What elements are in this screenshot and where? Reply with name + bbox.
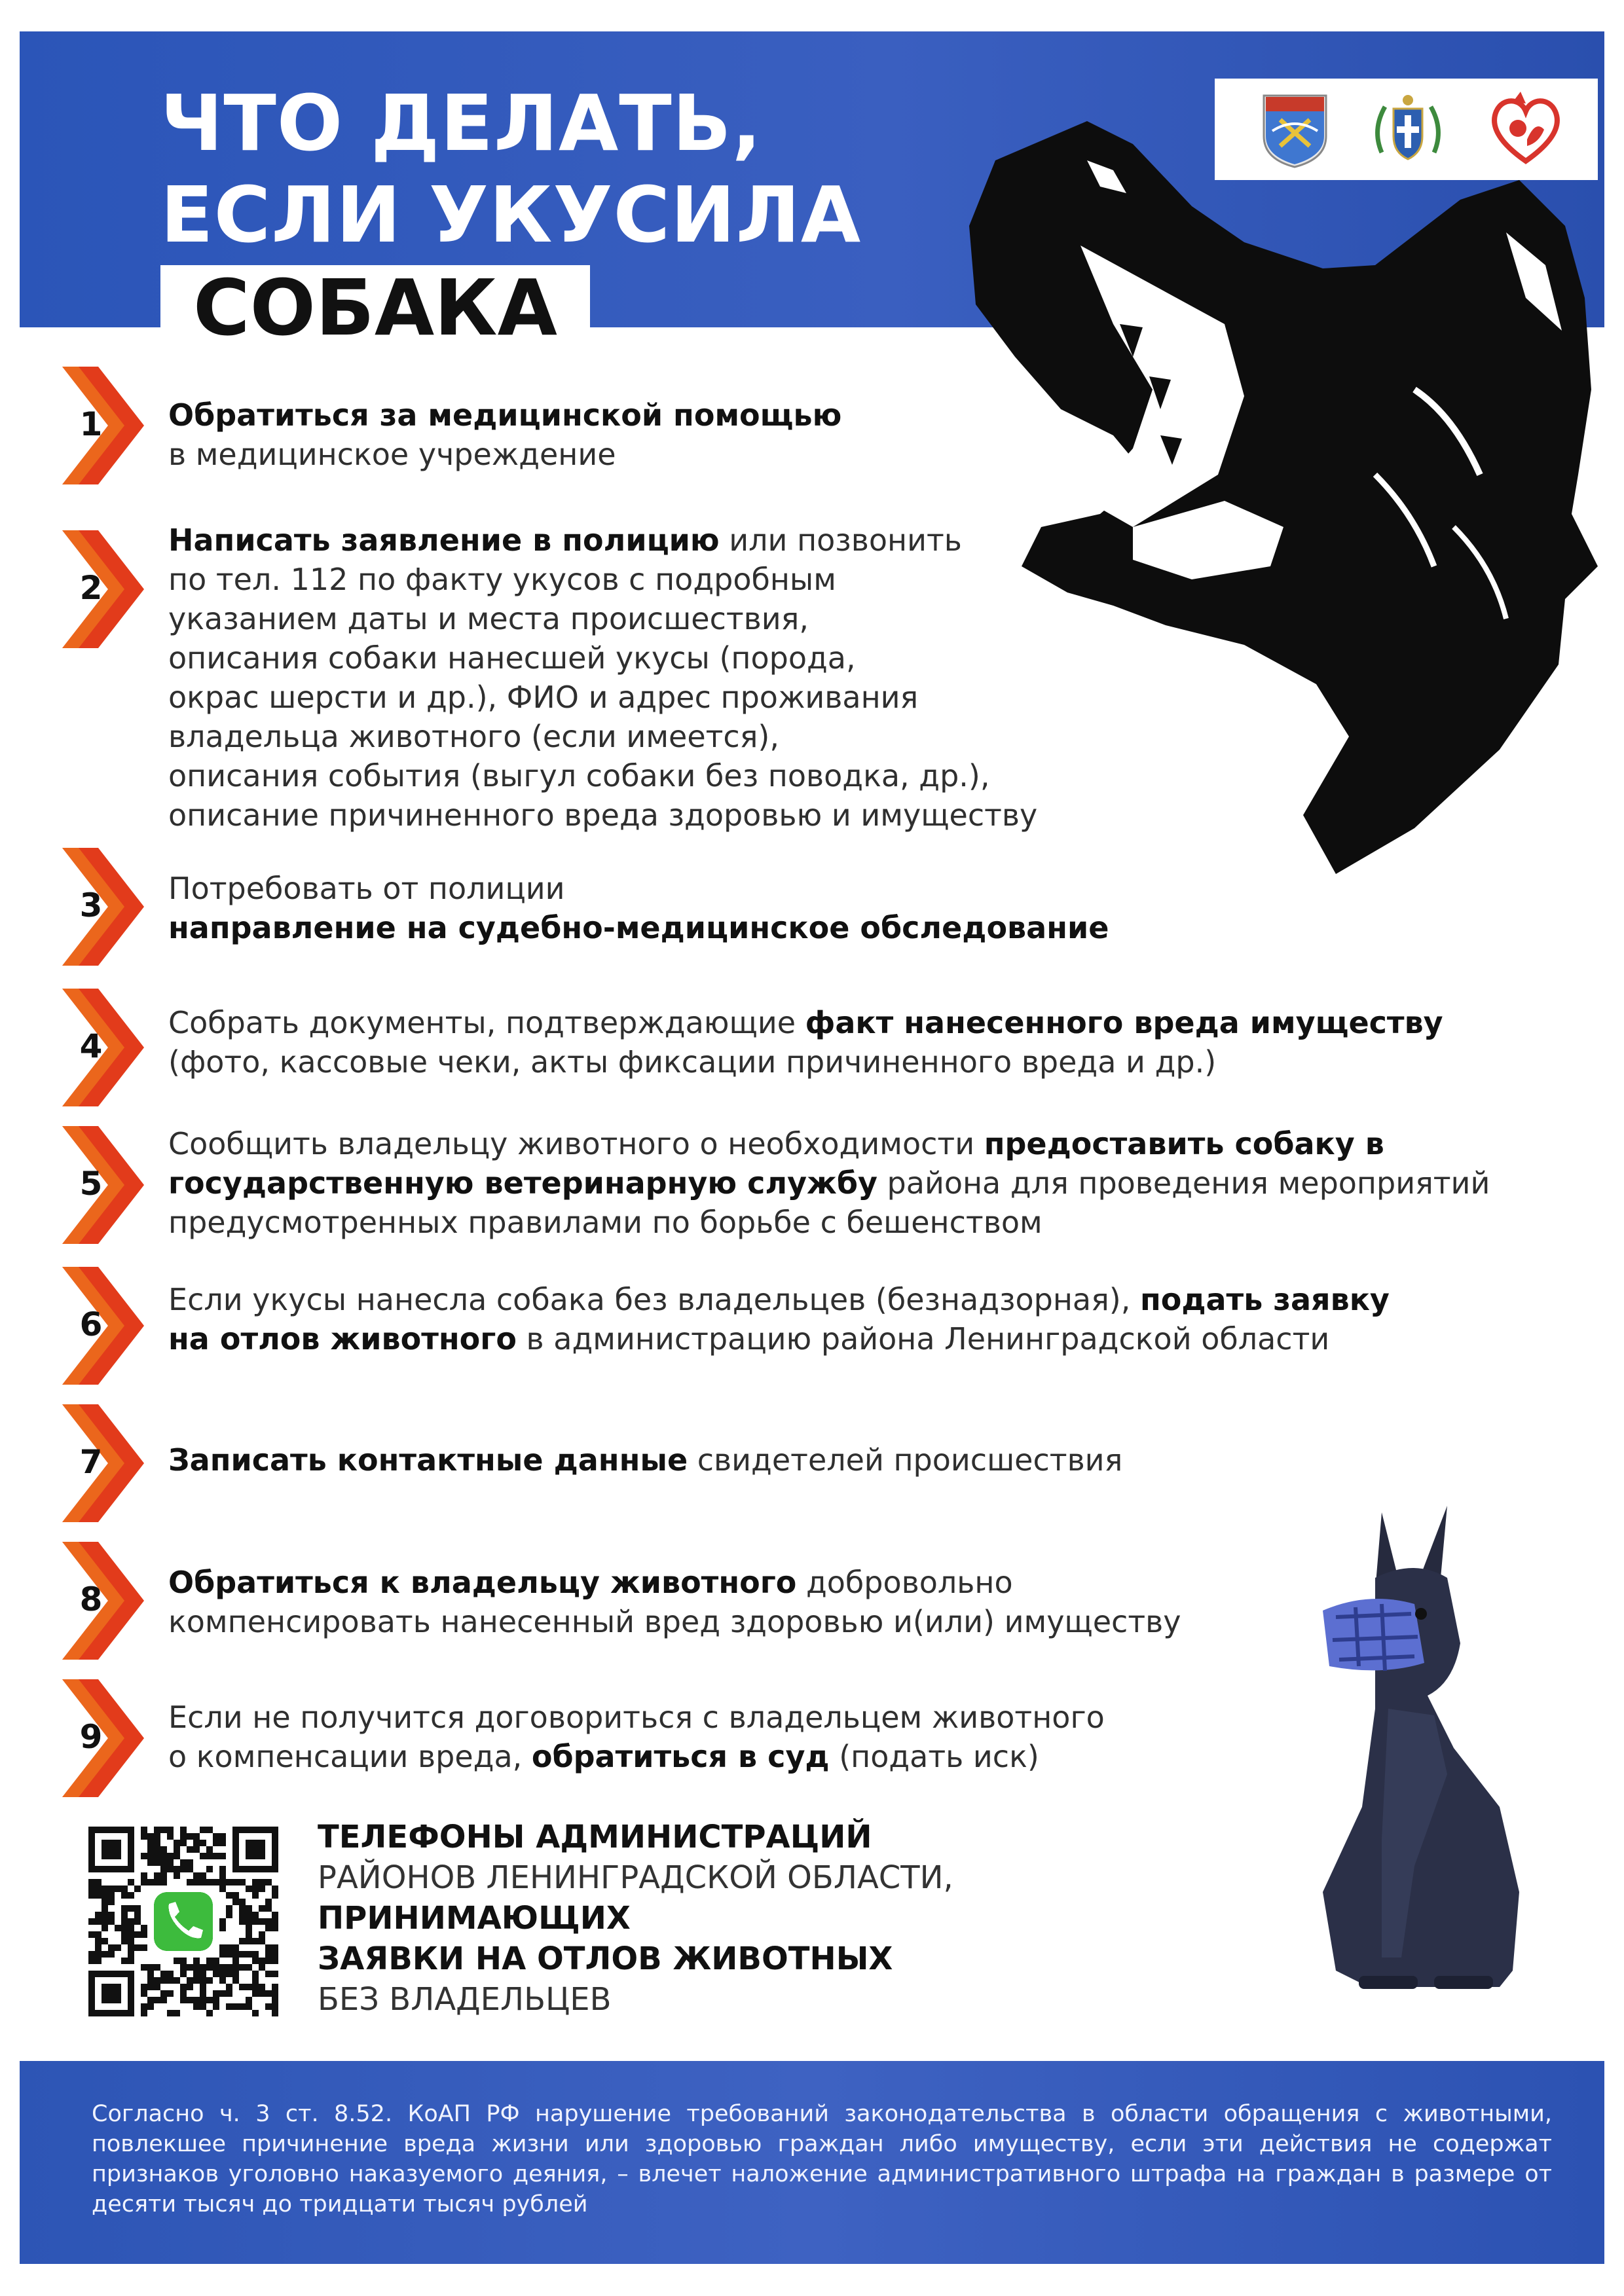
- step-number: 9: [79, 1718, 103, 1756]
- step-text: Обратиться к владельцу животного добровольно компенсировать нанесенный вред здоровью и(или) имуществу: [168, 1565, 1181, 1639]
- step-text: Обратиться за медицинской помощью в медицинское учреждение: [168, 397, 842, 472]
- phone-icon: [154, 1892, 213, 1951]
- qr-code[interactable]: [88, 1827, 278, 2016]
- phones-info: [318, 1817, 953, 2020]
- step-text: Написать заявление в полицию или позвонить по тел. 112 по факту укусов с подробным указанием даты и места происшествия, описания собаки нанесшей укусы (порода, окрас шерсти и др.), ФИО и адрес проживания владельца животного (если имеется), описания события (выгул собаки без поводка, др.), описание причиненного вреда здоровью и имуществу: [168, 522, 1038, 833]
- step-number: 2: [79, 569, 103, 607]
- step-text: Сообщить владельцу животного о необходимости предоставить собаку в государственную ветеринарную службу района для проведения мероприятий предусмотренных правилами по борьбе с бешенством: [168, 1126, 1490, 1240]
- step-number: 7: [79, 1443, 103, 1481]
- phones-line: ТЕЛЕФОНЫ АДМИНИСТРАЦИЙ: [318, 1819, 872, 1855]
- step-text: Потребовать от полиции направление на судебно-медицинское обследование: [168, 871, 1109, 945]
- title-line-3: СОБАКА: [160, 265, 590, 350]
- step-number: 1: [79, 405, 103, 443]
- phones-line: РАЙОНОВ ЛЕНИНГРАДСКОЙ ОБЛАСТИ,: [318, 1859, 953, 1896]
- phones-line: ПРИНИМАЮЩИХ: [318, 1900, 631, 1937]
- step-number: 3: [79, 886, 103, 924]
- title-line-1: ЧТО ДЕЛАТЬ,: [160, 78, 762, 168]
- phones-line: ЗАЯВКИ НА ОТЛОВ ЖИВОТНЫХ: [318, 1941, 893, 1977]
- step-text: Собрать документы, подтверждающие факт нанесенного вреда имуществу (фото, кассовые чеки, акты фиксации причиненного вреда и др.): [168, 1005, 1443, 1080]
- step-number: 4: [79, 1027, 103, 1065]
- phones-line: БЕЗ ВЛАДЕЛЬЦЕВ: [318, 1981, 612, 2018]
- step-text: Если укусы нанесла собака без владельцев (безнадзорная), подать заявку на отлов животного в администрацию района Ленинградской области: [168, 1282, 1390, 1357]
- step-text: Если не получится договориться с владельцем животного о компенсации вреда, обратиться в суд (подать иск): [168, 1700, 1105, 1774]
- legal-notice: Согласно ч. 3 ст. 8.52. КоАП РФ нарушение требований законодательства в области обращения с животными, повлекшее причинение вреда жизни или здоровью граждан либо имуществу, если эти действия не содержат признаков уголовно наказуемого деяния, – влечет наложение административного штрафа на граждан в размере от десяти тысяч до тридцати тысяч рублей: [92, 2101, 1552, 2217]
- step-text: Записать контактные данные свидетелей происшествия: [168, 1442, 1123, 1478]
- step-number: 8: [79, 1580, 103, 1618]
- step-number: 5: [79, 1165, 103, 1203]
- footer-banner: [20, 2061, 1604, 2264]
- step-number: 6: [79, 1305, 103, 1343]
- title-line-2: ЕСЛИ УКУСИЛА: [160, 170, 862, 260]
- muzzled-dog-illustration: [1283, 1499, 1545, 1997]
